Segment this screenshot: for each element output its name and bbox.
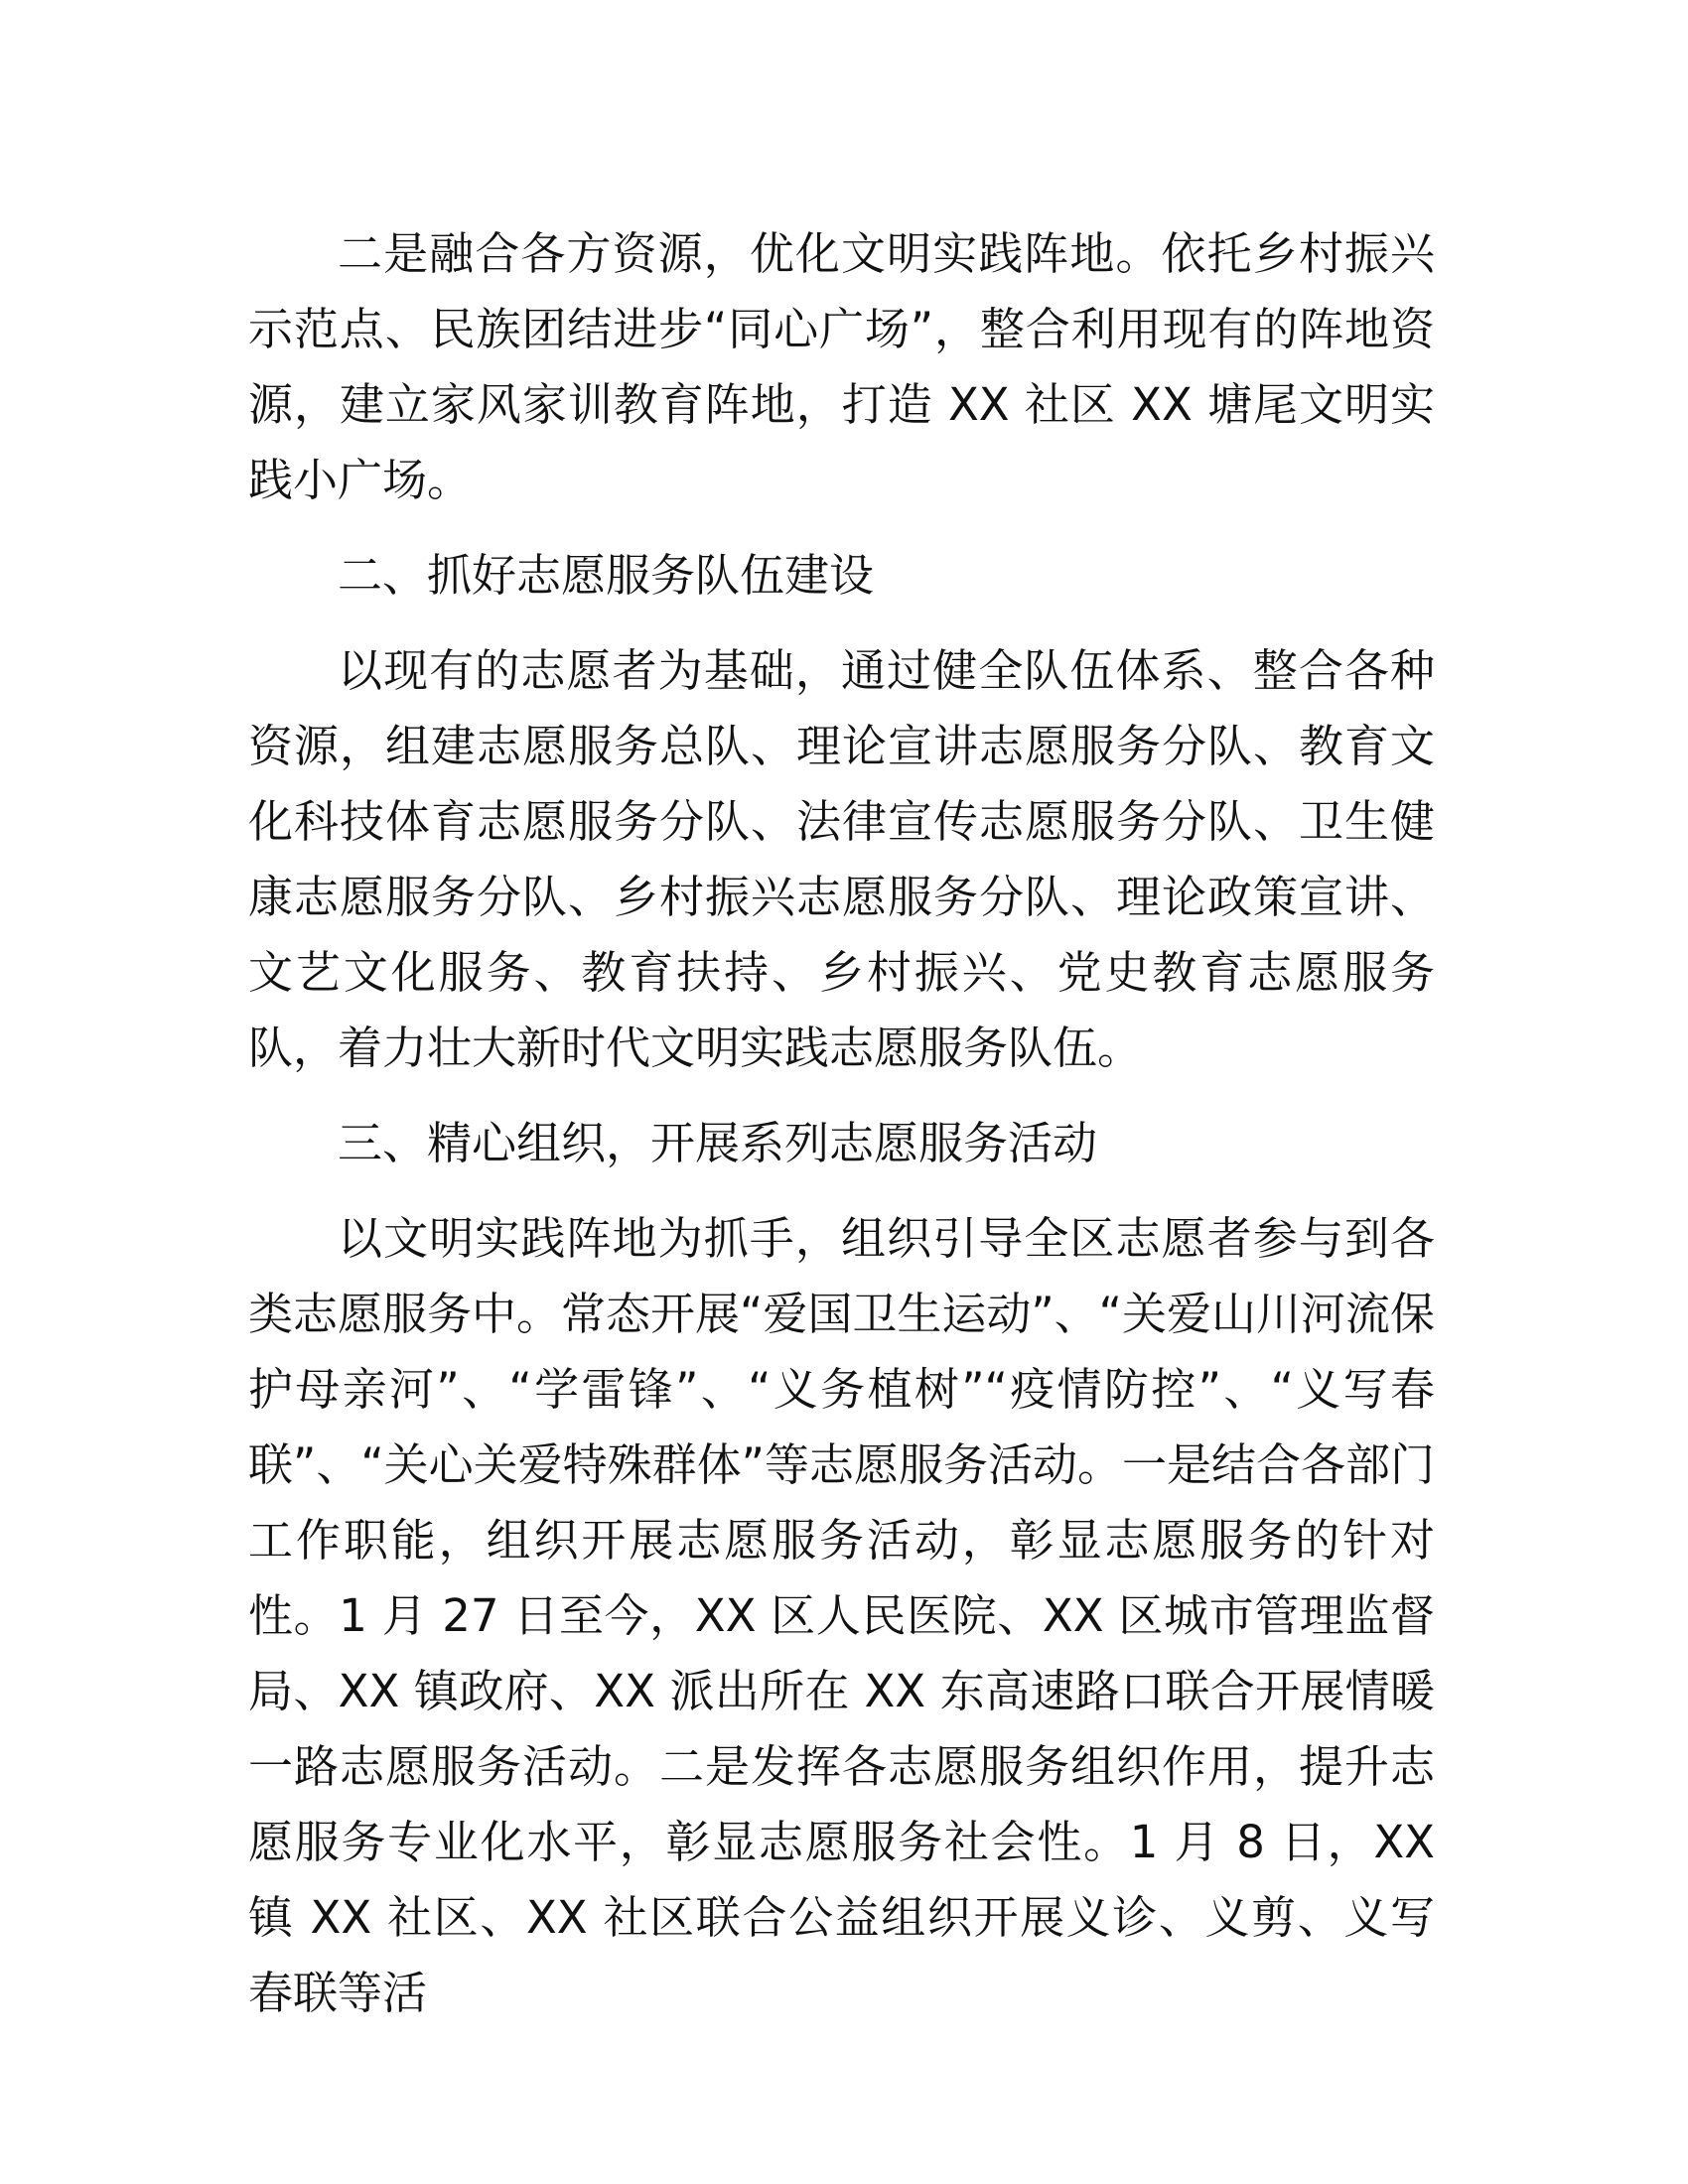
paragraph-volunteer-team: 以现有的志愿者为基础，通过健全队伍体系、整合各种资源，组建志愿服务总队、理论宣讲志愿服务分队、教育文化科技体育志愿服务分队、法律宣传志愿服务分队、卫生健康志愿服务分队、乡村振兴志愿服务分队、理论政策宣讲、文艺文化服务、教育扶持、乡村振兴、党史教育志愿服务队，着力壮大新时代文明实践志愿服务队伍。 [248,644,1435,1074]
paragraph-resource-integration: 二是融合各方资源，优化文明实践阵地。依托乡村振兴示范点、民族团结进步“同心广场”，整合利用现有的阵地资源，建立家风家训教育阵地，打造 XX 社区 XX 塘尾文明实践小广场。 [248,227,1435,506]
section-heading-volunteer-activities: 三、精心组织，开展系列志愿服务活动 [338,1117,1098,1169]
document-body [248,216,1435,2051]
section-heading-volunteer-team: 二、抓好志愿服务队伍建设 [338,549,875,602]
paragraph-volunteer-activities: 以文明实践阵地为抓手，组织引导全区志愿者参与到各类志愿服务中。常态开展“爱国卫生运动”、“关爱山川河流保护母亲河”、“学雷锋”、“义务植树”“疫情防控”、“义写春联”、“关心关爱特殊群体”等志愿服务活动。一是结合各部门工作职能，组织开展志愿服务活动，彰显志愿服务的针对性。1 月 27 日至今，XX 区人民医院、XX 区城市管理监督局、XX 镇政府、XX 派出所在 XX 东高速路口联合开展情暖一路志愿服务活动。二是发挥各志愿服务组织作用，提升志愿服务专业化水平，彰显志愿服务社会性。1 月 8 日，XX 镇 XX 社区、XX 社区联合公益组织开展义诊、义剪、义写春联等活 [248,1212,1435,2019]
